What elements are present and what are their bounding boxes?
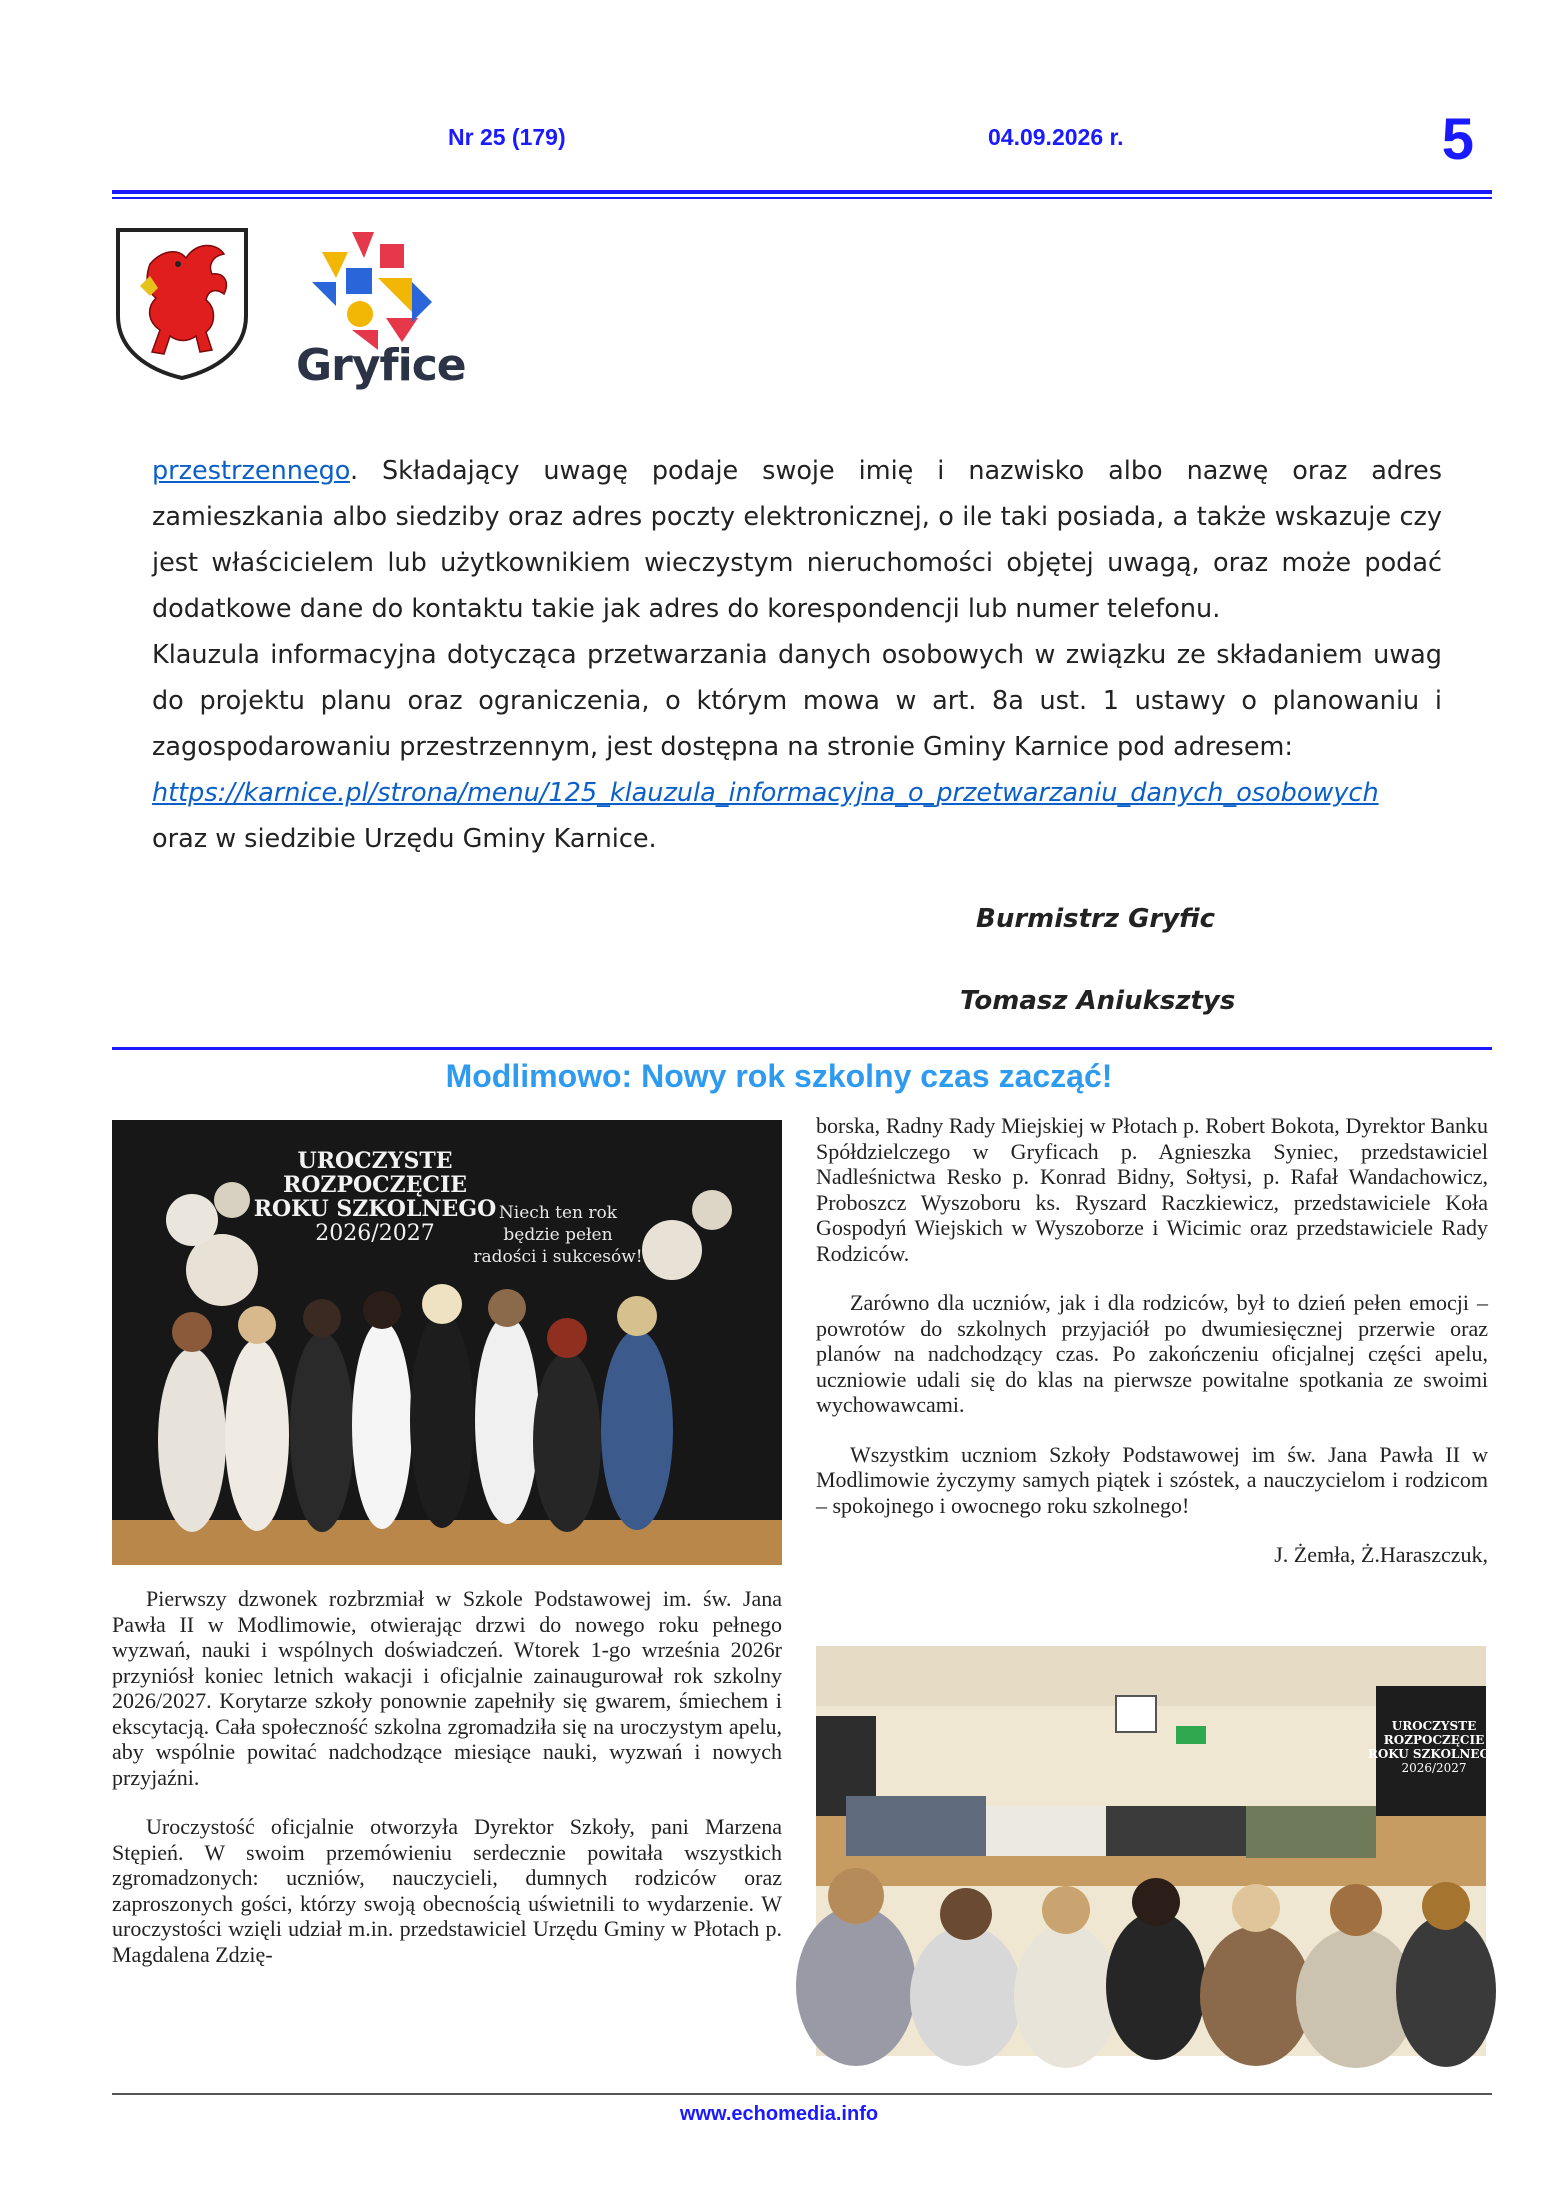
issue-number: Nr 25 (179)	[448, 124, 566, 150]
spatial-plan-link[interactable]: przestrzennego	[152, 456, 350, 486]
notice-paragraph-1: przestrzennego. Składający uwagę podaje swoje imię i nazwisko albo nazwę oraz adres zamieszkania albo siedziby oraz adres poczty elektronicznej, o ile taki posiada, a także wskazuje czy jest właścicielem lub użytkownikiem wieczystym nieruchomości objętej uwagą, oraz może podać dodatkowe dane do kontaktu takie jak adres do korespondencji lub numer telefonu.	[152, 456, 1442, 624]
article-column-right	[816, 1113, 1488, 1592]
hall-banner-line-4: 2026/2027	[1401, 1761, 1467, 1775]
hall-banner-line-2: ROZPOCZĘCIE	[1383, 1733, 1485, 1747]
signature-name: Tomasz Aniuksztys	[960, 986, 1236, 1016]
page-header	[112, 107, 1492, 180]
privacy-clause-link[interactable]: https://karnice.pl/strona/menu/125_klauzula_informacyjna_o_przetwarzaniu_danych_osobowych	[152, 778, 1379, 808]
notice-text	[152, 448, 1442, 862]
article-paragraph: Wszystkim uczniom Szkoły Podstawowej im św. Jana Pawła II w Modlimowie życzymy samych piątek i szóstek, a nauczycielom i rodzicom – spokojnego i owocnego roku szkolnego!	[816, 1441, 1488, 1518]
article-paragraph: Uroczystość oficjalnie otworzyła Dyrektor Szkoły, pani Marzena Stępień. W swoim przemówieniu serdecznie powitała wszystkich zgromadzonych: uczniów, nauczycieli, dumnych rodziców oraz zaproszonych gości, którzy swoją obecnością uświetnili to wydarzenie. W uroczystości wzięli udział m.in. przedstawiciel Urzędu Gminy w Płotach p. Magdalena Zdzię-	[112, 1814, 782, 1967]
teachers-group-photo	[112, 1120, 782, 1565]
section-rule	[112, 1047, 1492, 1050]
article-paragraph: Pierwszy dzwonek rozbrzmiał w Szkole Podstawowej im. św. Jana Pawła II w Modlimowie, otwierając drzwi do nowego roku pełnego wyzwań, nauki i wspólnych doświadczeń. Wtorek 1-go września 2026r przyniósł koniec letnich wakacji i oficjalnie zainaugurował rok szkolny 2026/2027. Korytarze szkoły ponownie zapełniły się gwarem, śmiechem i ekscytacją. Cała społeczność szkolna zgromadziła się na uroczystym apelu, aby wspólnie powitać nadchodzące miesiące nauki, wyzwań i nowych przyjaźni.	[112, 1586, 782, 1790]
page-number: 5	[1441, 107, 1474, 172]
slogan-line-1: Niech ten rok	[498, 1203, 618, 1223]
slogan-line-3: radości i sukcesów!	[473, 1247, 643, 1267]
article-author: J. Żemła, Ż.Haraszczuk,	[1274, 1542, 1488, 1567]
griffin-crest-icon	[112, 224, 252, 382]
footer-rule	[112, 2093, 1492, 2095]
banner-line-4: 2026/2027	[315, 1221, 435, 1246]
hall-banner-line-1: UROCZYSTE	[1391, 1719, 1477, 1733]
banner-line-2: ROZPOCZĘCIE	[282, 1172, 468, 1198]
notice-paragraph-2: Klauzula informacyjna dotycząca przetwarzania danych osobowych w związku ze składaniem uwag do projektu planu oraz ograniczenia, o którym mowa w art. 8a ust. 1 ustawy o planowaniu i zagospodarowaniu przestrzennym, jest dostępna na stronie Gminy Karnice pod adresem: https://karnice.pl/strona/menu/125_klauzula_informacyjna_o_przetwarzaniu_danych_osobowych oraz w siedzibie Urzędu Gminy Karnice.	[152, 640, 1442, 854]
footer-website-link[interactable]: www.echomedia.info	[679, 2103, 879, 2125]
banner-line-3: ROKU SZKOLNEGO	[253, 1196, 497, 1222]
town-name-logo: Gryfice	[296, 340, 466, 391]
article-title: Modlimowo: Nowy rok szkolny czas zacząć!	[445, 1058, 1113, 1094]
header-rule-thin	[112, 197, 1492, 199]
hall-banner-line-3: ROKU SZKOLNEGO	[1367, 1747, 1501, 1761]
signature-title: Burmistrz Gryfic	[976, 904, 1216, 934]
article-column-left	[112, 1586, 782, 1991]
slogan-line-2: będzie pełen	[503, 1225, 613, 1245]
banner-line-1: UROCZYSTE	[297, 1148, 453, 1174]
school-hall-photo	[816, 1646, 1501, 2056]
article-paragraph: Zarówno dla uczniów, jak i dla rodziców, był to dzień pełen emocji – powrotów do szkolnych przyjaciół po dwumiesięcznej przerwie oraz planów na nadchodzący czas. Po zakończeniu oficjalnej części apelu, uczniowie udali się do klas na pierwsze powitalne spotkania ze swoimi wychowawcami.	[816, 1290, 1488, 1417]
header-rule	[112, 190, 1492, 194]
issue-date: 04.09.2026 r.	[988, 124, 1124, 150]
article-paragraph: borska, Radny Rady Miejskiej w Płotach p. Robert Bokota, Dyrektor Banku Spółdzielczego w Gryficach p. Agnieszka Syniec, przedstawiciel Nadleśnictwa Resko p. Konrad Bidny, Sołtysi, p. Rafał Wandachowicz, Proboszcz Wyszoboru ks. Ryszard Raczkiewicz, przedstawiciele Koła Gospodyń Wiejskich w Wyszoborze i Wicimic oraz przedstawiciele Rady Rodziców.	[816, 1113, 1488, 1266]
